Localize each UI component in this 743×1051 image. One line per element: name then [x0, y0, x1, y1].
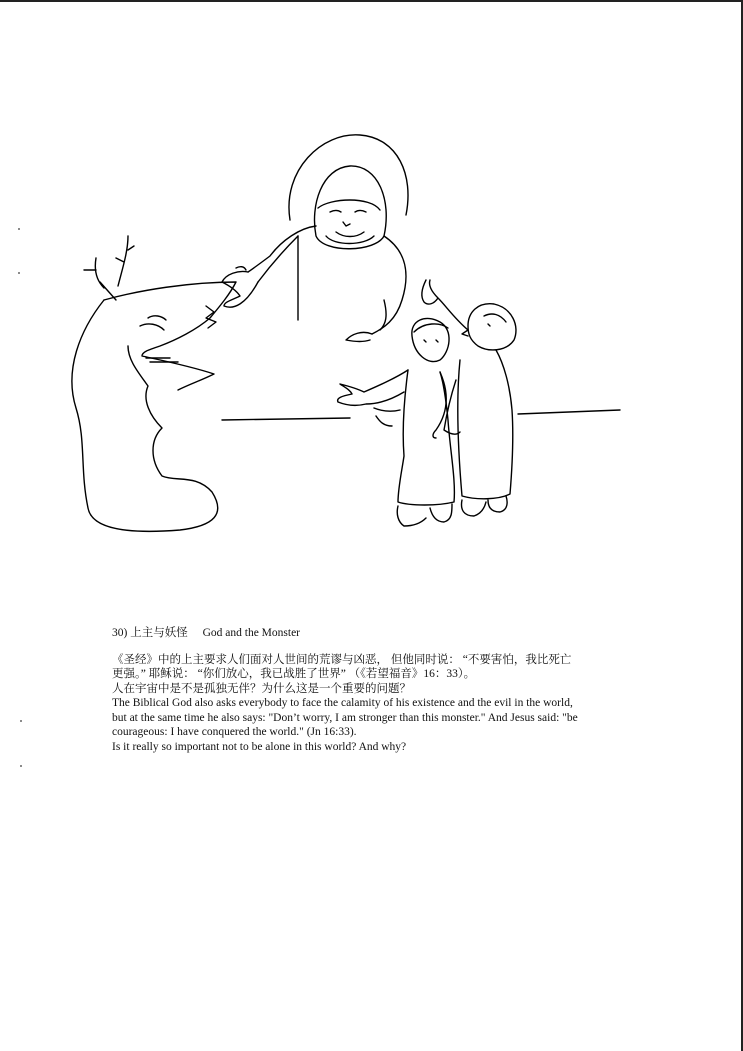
- halo: [289, 135, 408, 220]
- ground-line-left: [222, 418, 350, 420]
- caption-number: 30): [112, 627, 128, 639]
- caption-text-block: [112, 626, 632, 754]
- body-en-line-4: Is it really so important not to be alone in this world? And why?: [112, 740, 407, 753]
- ground-line-right: [518, 410, 620, 414]
- body-zh-line-1: 《圣经》中的上主要求人们面对人世间的荒谬与凶恶， 但他同时说： “不要害怕，我比死亡: [112, 653, 572, 666]
- body-en-line-3: courageous: I have conquered the world." (Jn 16:33).: [112, 726, 357, 738]
- body-en-line-2: but at the same time he also says: "Don’t worry, I am stronger than this monster." And Jesus said: "be: [112, 711, 578, 724]
- monster-snout: [104, 282, 236, 390]
- child-back-arm-raised: [422, 280, 468, 330]
- child-back-head: [468, 304, 516, 350]
- monster-antler: [84, 236, 134, 300]
- scan-speck: [20, 765, 22, 767]
- scan-speck: [18, 228, 20, 230]
- body-en-line-1: The Biblical God also asks everybody to face the calamity of his existence and the evil in the world,: [112, 697, 573, 709]
- monster-figure: [72, 236, 236, 531]
- body-zh-line-3: 人在宇宙中是不是孤独无伴？为什么这是一个重要的问题？: [112, 682, 411, 695]
- monster-eye: [140, 324, 164, 330]
- monster-body: [72, 300, 218, 531]
- caption-title-zh: 上主与妖怪: [130, 627, 188, 639]
- god-arm-outstretched: [248, 226, 316, 272]
- scan-speck: [20, 720, 22, 722]
- child-front-figure: [338, 318, 455, 526]
- caption-heading: [112, 626, 632, 641]
- caption-title-en: God and the Monster: [202, 627, 301, 639]
- god-hand-left: [222, 271, 258, 307]
- scan-speck: [18, 272, 20, 274]
- god-figure: [222, 135, 408, 342]
- child-front-arm: [338, 370, 408, 405]
- body-zh-line-2: 更强。” 耶稣说： “你们放心，我已战胜了世界” （《若望福音》16：33）。: [112, 668, 476, 680]
- god-robe-right: [372, 236, 406, 334]
- child-back-figure: [422, 280, 516, 516]
- god-hand-right: [346, 332, 372, 341]
- child-back-body: [458, 350, 513, 499]
